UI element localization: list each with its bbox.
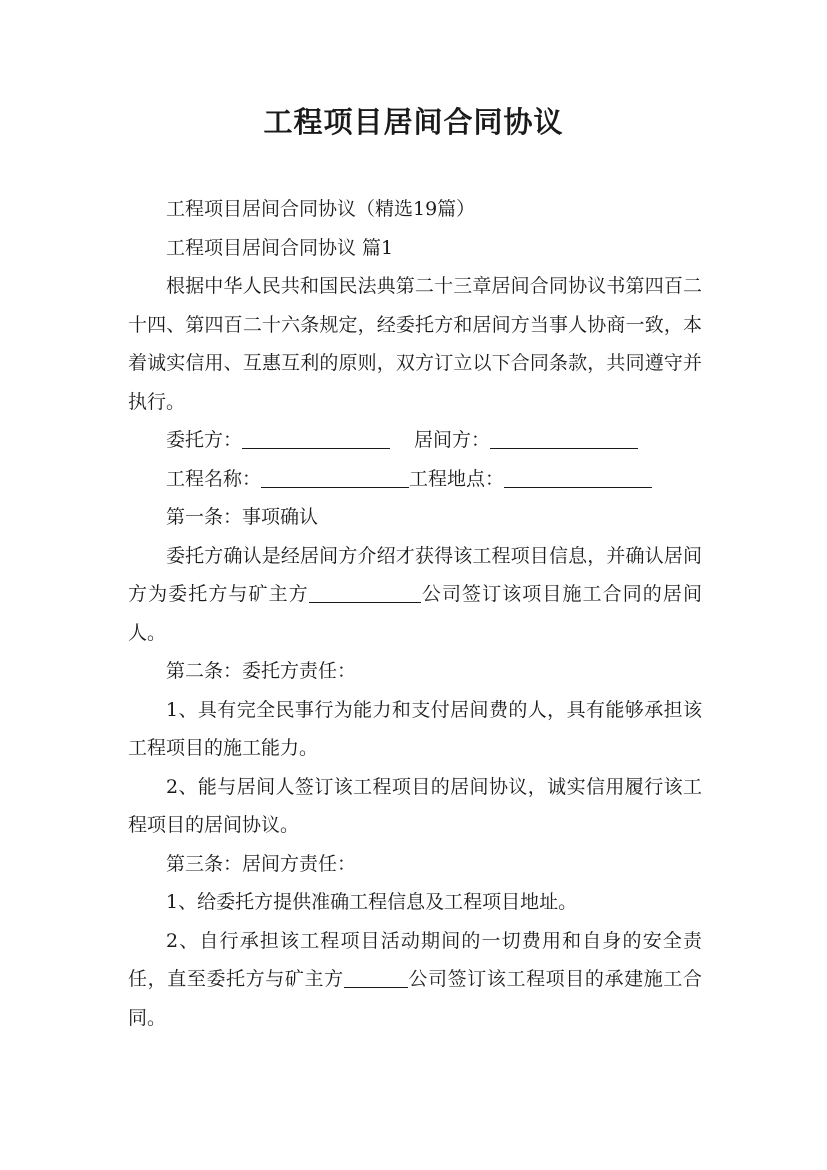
mine-company-blank-1 [309, 582, 421, 603]
document-subtitle: 工程项目居间合同协议（精选19篇） [166, 198, 476, 220]
article2-item2: 2、能与居间人签订该工程项目的居间协议，诚实信用履行该工程项目的居间协议。 [128, 775, 702, 836]
article1-paragraph [128, 537, 702, 653]
article2-item1: 1、具有完全民事行为能力和支付居间费的人，具有能够承担该工程项目的施工能力。 [128, 698, 702, 759]
project-site-blank [504, 467, 652, 488]
project-name-blank [261, 467, 409, 488]
article3-item2 [128, 922, 702, 1038]
client-label: 委托方： [166, 429, 243, 451]
article1-heading: 第一条：事项确认 [166, 506, 319, 528]
article1-text-a: 委托方确认是经居间方介绍才获得该工程项目信息，并确认居间方为委托方与矿主方 [128, 544, 702, 605]
document-body [128, 190, 702, 1037]
section-label: 工程项目居间合同协议 篇1 [166, 236, 394, 259]
broker-label: 居间方： [414, 429, 491, 451]
parties-line [128, 421, 702, 460]
intro-paragraph: 根据中华人民共和国民法典第二十三章居间合同协议书第四百二十四、第四百二十六条规定，经委托方和居间方当事人协商一致，本着诚实信用、互惠互利的原则，双方订立以下合同条款，共同遵守并执行。 [128, 275, 702, 413]
article3-item2-text-b: 公司签订该工程项目的承建施工合同。 [128, 968, 702, 1029]
mine-company-blank-2 [344, 967, 408, 988]
project-line [128, 460, 702, 499]
project-site-label: 工程地点： [409, 467, 505, 490]
article3-item1: 1、给委托方提供准确工程信息及工程项目地址。 [166, 891, 578, 913]
project-name-label: 工程名称： [166, 467, 262, 490]
article1-text-b: 公司签订该项目施工合同的居间人。 [128, 583, 702, 644]
client-blank [242, 428, 390, 449]
broker-blank [490, 428, 638, 449]
document-title: 工程项目居间合同协议 [263, 105, 564, 139]
article2-heading: 第二条：委托方责任： [166, 660, 357, 682]
article3-item2-text-a: 2、自行承担该工程项目活动期间的一切费用和自身的安全责任，直至委托方与矿主方 [128, 929, 702, 990]
article3-heading: 第三条：居间方责任： [166, 852, 357, 875]
